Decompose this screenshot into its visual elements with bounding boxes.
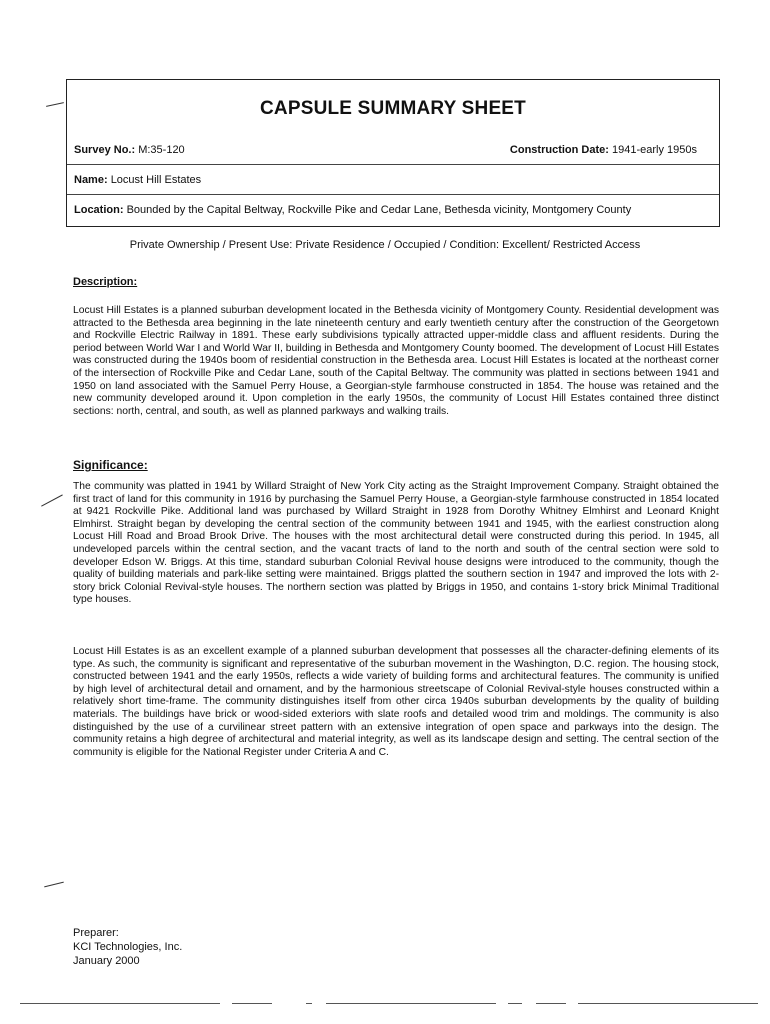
significance-paragraph-2: Locust Hill Estates is as an excellent example of a planned suburban development that possesses all the character-defining elements of its type. As such, the community is significant and representative of the suburban movement in the Washington, D.C. region. The housing stock, constructed between 1941 and the early 1950s, reflects a wide variety of building forms and architectural features. The community is unified by high level of architectural detail and ornament, and by the harmonious streetscape of Colonial Revival-style houses constructed within a relatively short time-frame. The community distinguishes itself from other circa 1940s suburban developments by the quality of building materials. The buildings have brick or wood-sided exteriors with slate roofs and detailed wood trim and moldings. The community is also distinguished by the use of a curvilinear street pattern with an extensive integration of open space and parkways into the design. The community retains a high degree of architectural and material integrity, as well as its landscape design and setting. The central section of the community is eligible for the National Register under Criteria A and C. [73, 646, 719, 758]
survey-value: M:35-120 [138, 144, 185, 156]
significance-heading: Significance: [73, 458, 148, 472]
construction-date [510, 144, 697, 156]
scan-line [306, 1003, 312, 1004]
name-label: Name: [74, 174, 108, 186]
scan-line [20, 1003, 220, 1004]
preparer-date: January 2000 [73, 955, 140, 967]
significance-paragraph-1: The community was platted in 1941 by Willard Straight of New York City acting as the Straight Improvement Company. Straight obtained the first tract of land for this community in 1916 by purchasing the Samuel Perry House, a Georgian-style farmhouse constructed in 1854 located at 9421 Rockville Pike. Additional land was purchased by Willard Straight in 1928 from Dorothy Whitney Elmhirst and Leonard Knight Elmhirst. Straight began by developing the central section of the community between 1941 and 1945, with the earliest construction along Locust Hill Road and Broad Brook Drive. The houses with the most architectural detail were constructed during this period. In 1945, all undeveloped parcels within the central section, and the vacant tracts of land to the north and south of the central section were sold to developer Edson W. Briggs. At this time, standard suburban Colonial Revival house designs were introduced to the community, though the quality of building materials and park-like setting were maintained. Briggs platted the southern section in 1947 and improved the lots with 2-story brick Colonial Revival-style houses. The northern section was platted by Briggs in 1950, and contains 1-story brick Minimal Traditional type houses. [73, 481, 719, 606]
location-value: Bounded by the Capital Beltway, Rockville Pike and Cedar Lane, Bethesda vicinity, Montgomery County [126, 204, 632, 216]
preparer-block [73, 926, 182, 968]
scan-line [326, 1003, 496, 1004]
divider [67, 164, 719, 165]
divider [67, 194, 719, 195]
location-label: Location: [74, 204, 124, 216]
scan-line [536, 1003, 566, 1004]
survey-number [74, 144, 185, 156]
scan-line [232, 1003, 272, 1004]
description-text: Locust Hill Estates is a planned suburban development located in the Bethesda vicinity of Montgomery County. Residential development was attracted to the Bethesda area beginning in the late nineteenth century and early twentieth century after the construction of the Georgetown and Rockville Electric Railway in 1891. These early subdivisions typically attracted upper-middle class and affluent residents. During the period between World War I and World War II, building in Bethesda and Montgomery County boomed. The development of Locust Hill Estates was constructed during the 1940s boom of residential construction in the Bethesda area. Locust Hill Estates is located at the northeast corner of the intersection of Rockville Pike and Cedar Lane, south of the Capital Beltway. The community was platted in sections between 1941 and 1950 on land associated with the Samuel Perry House, a Georgian-style farmhouse constructed in 1854. The house was retained and the new community developed around it. Upon completion in the early 1950s, the community of Locust Hill Estates contained three distinct sections: north, central, and south, as well as planned parkways and walking trails. [73, 305, 719, 417]
description-heading: Description: [73, 276, 138, 288]
construction-value: 1941-early 1950s [611, 144, 697, 156]
scan-mark [44, 882, 64, 888]
ownership-line: Private Ownership / Present Use: Private Residence / Occupied / Condition: Excellent/ Restricted Access [129, 239, 641, 251]
survey-label: Survey No.: [74, 144, 136, 156]
scan-line [578, 1003, 758, 1004]
construction-label: Construction Date: [509, 144, 609, 156]
page-title: CAPSULE SUMMARY SHEET [259, 98, 526, 119]
preparer-org: KCI Technologies, Inc. [73, 941, 183, 953]
property-location [74, 204, 631, 216]
scan-mark [41, 494, 63, 506]
preparer-label: Preparer: [73, 927, 119, 939]
name-value: Locust Hill Estates [110, 174, 202, 186]
header-box [66, 79, 720, 227]
scan-mark [46, 102, 64, 107]
scan-line [508, 1003, 522, 1004]
property-name [74, 174, 201, 186]
